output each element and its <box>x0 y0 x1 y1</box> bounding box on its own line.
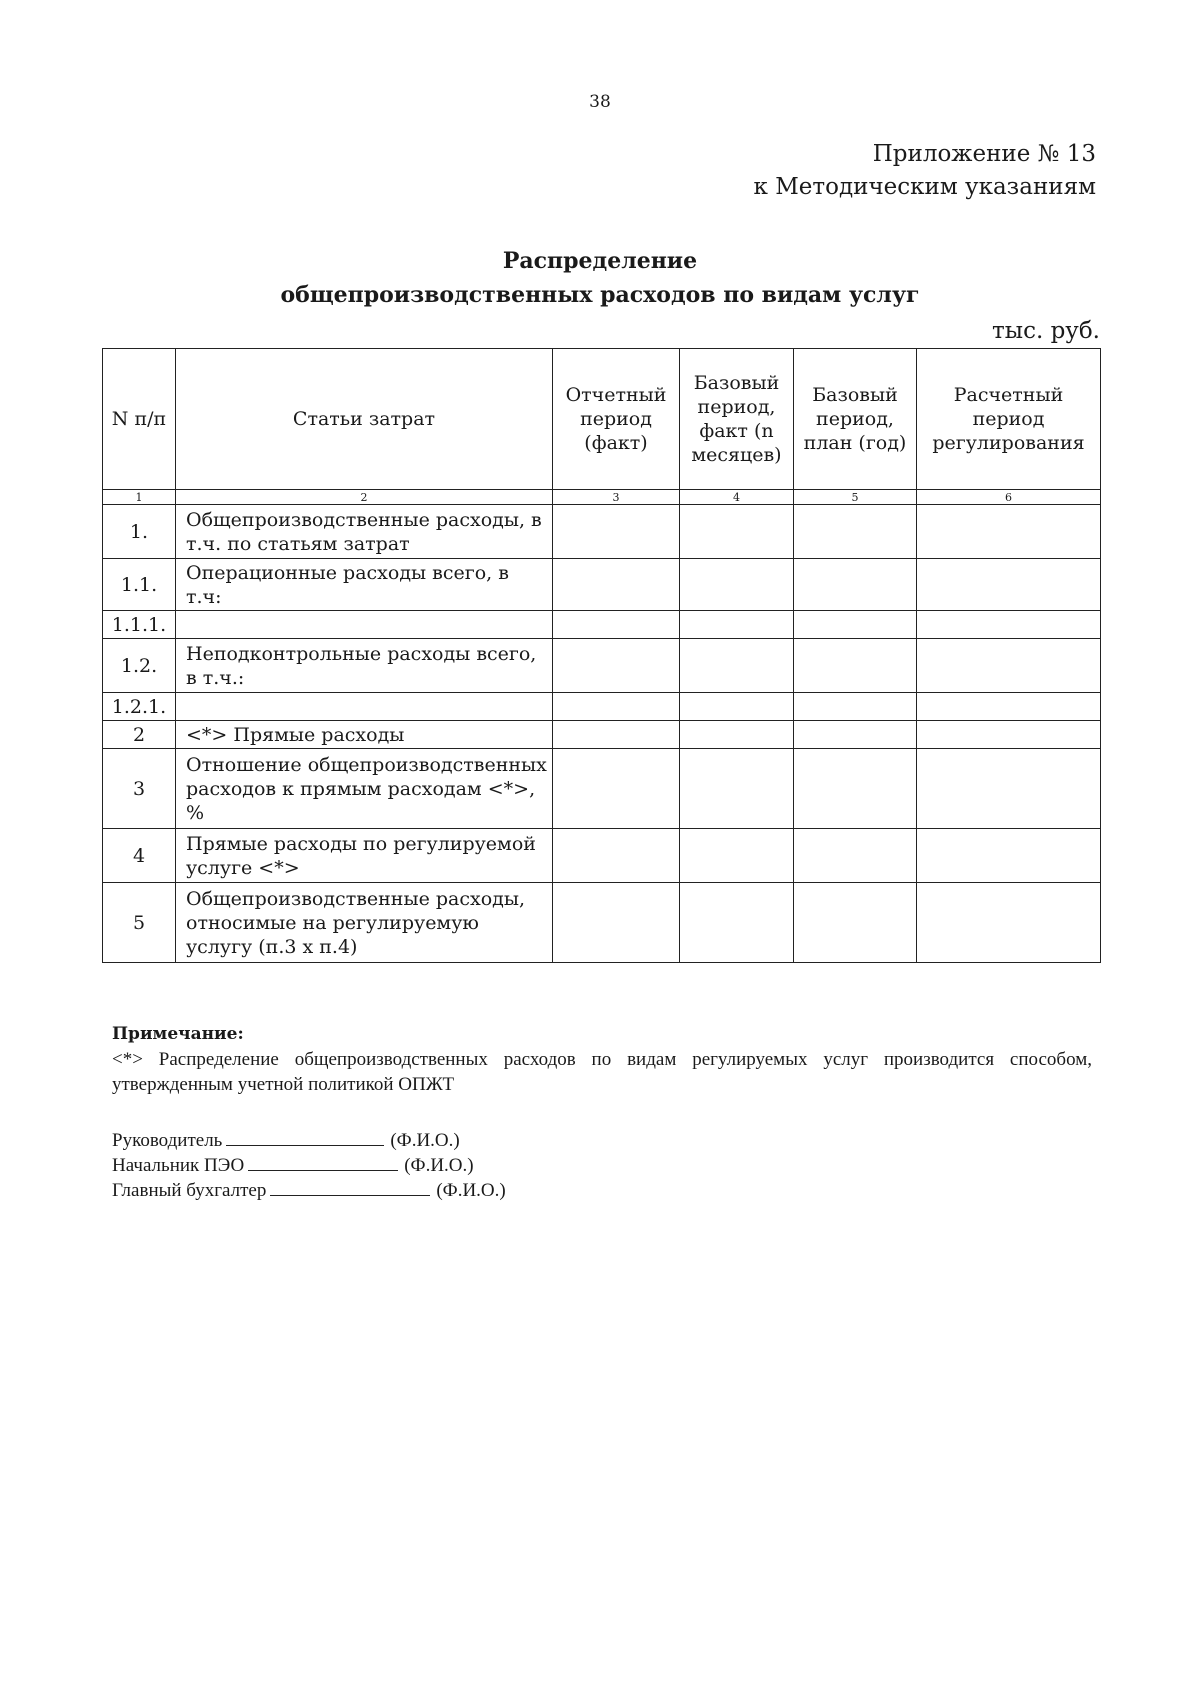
signature-line[interactable] <box>248 1153 398 1171</box>
value-cell[interactable] <box>553 693 680 721</box>
signature-block <box>112 1128 506 1203</box>
signature-line[interactable] <box>270 1178 430 1196</box>
signature-row <box>112 1178 506 1203</box>
row-number: 1.2.1. <box>103 693 176 721</box>
row-item: Отношение общепроизводственных расходов к прямым расходам <*>, % <box>176 749 553 829</box>
row-item <box>176 611 553 639</box>
signature-role: Начальник ПЭО <box>112 1155 245 1176</box>
header-item: Статьи затрат <box>176 349 553 490</box>
value-cell[interactable] <box>553 883 680 963</box>
row-item: Операционные расходы всего, в т.ч: <box>176 559 553 611</box>
value-cell[interactable] <box>794 693 917 721</box>
value-cell[interactable] <box>917 639 1101 693</box>
value-cell[interactable] <box>553 749 680 829</box>
column-number: 2 <box>176 490 553 505</box>
appendix-line-1: Приложение № 13 <box>872 141 1096 167</box>
row-item: <*> Прямые расходы <box>176 721 553 749</box>
row-number: 1.2. <box>103 639 176 693</box>
value-cell[interactable] <box>553 721 680 749</box>
value-cell[interactable] <box>553 611 680 639</box>
table-row <box>103 559 1101 611</box>
value-cell[interactable] <box>917 883 1101 963</box>
table-row <box>103 721 1101 749</box>
value-cell[interactable] <box>553 829 680 883</box>
value-cell[interactable] <box>680 749 794 829</box>
value-cell[interactable] <box>917 829 1101 883</box>
row-item <box>176 693 553 721</box>
table-row <box>103 749 1101 829</box>
units-label: тыс. руб. <box>992 318 1100 344</box>
signature-name: (Ф.И.О.) <box>390 1130 460 1151</box>
value-cell[interactable] <box>917 559 1101 611</box>
table-row <box>103 883 1101 963</box>
value-cell[interactable] <box>794 559 917 611</box>
appendix-reference <box>754 138 1096 204</box>
signature-line[interactable] <box>226 1128 384 1146</box>
value-cell[interactable] <box>680 693 794 721</box>
signature-name: (Ф.И.О.) <box>404 1155 474 1176</box>
value-cell[interactable] <box>917 749 1101 829</box>
row-item: Неподконтрольные расходы всего, в т.ч.: <box>176 639 553 693</box>
header-reported: Отчетный период (факт) <box>553 349 680 490</box>
value-cell[interactable] <box>794 611 917 639</box>
row-item: Общепроизводственные расходы, в т.ч. по статьям затрат <box>176 505 553 559</box>
header-base-fact: Базовый период, факт (n месяцев) <box>680 349 794 490</box>
document-title <box>0 244 1200 312</box>
row-number: 1. <box>103 505 176 559</box>
page-number: 38 <box>589 92 611 112</box>
value-cell[interactable] <box>917 505 1101 559</box>
row-number: 3 <box>103 749 176 829</box>
value-cell[interactable] <box>917 721 1101 749</box>
value-cell[interactable] <box>794 639 917 693</box>
header-calc: Расчетный период регулирования <box>917 349 1101 490</box>
value-cell[interactable] <box>794 883 917 963</box>
value-cell[interactable] <box>680 883 794 963</box>
signature-role: Главный бухгалтер <box>112 1180 267 1201</box>
table-header-row <box>103 349 1101 490</box>
header-num: N п/п <box>103 349 176 490</box>
column-number: 6 <box>917 490 1101 505</box>
column-number: 4 <box>680 490 794 505</box>
row-number: 5 <box>103 883 176 963</box>
value-cell[interactable] <box>680 559 794 611</box>
signature-name: (Ф.И.О.) <box>436 1180 506 1201</box>
value-cell[interactable] <box>680 505 794 559</box>
table-row <box>103 693 1101 721</box>
note-section <box>112 1022 1092 1097</box>
row-number: 1.1. <box>103 559 176 611</box>
table-row <box>103 611 1101 639</box>
column-number: 3 <box>553 490 680 505</box>
title-line-2: общепроизводственных расходов по видам услуг <box>280 282 920 308</box>
column-number: 1 <box>103 490 176 505</box>
header-base-plan: Базовый период, план (год) <box>794 349 917 490</box>
value-cell[interactable] <box>794 505 917 559</box>
row-item: Прямые расходы по регулируемой услуге <*> <box>176 829 553 883</box>
signature-role: Руководитель <box>112 1130 223 1151</box>
value-cell[interactable] <box>794 749 917 829</box>
table-row <box>103 639 1101 693</box>
signature-row <box>112 1153 506 1178</box>
table-row <box>103 829 1101 883</box>
value-cell[interactable] <box>680 829 794 883</box>
signature-row <box>112 1128 506 1153</box>
table-row <box>103 505 1101 559</box>
row-item: Общепроизводственные расходы, относимые на регулируемую услугу (п.3 х п.4) <box>176 883 553 963</box>
title-line-1: Распределение <box>502 248 698 274</box>
value-cell[interactable] <box>794 721 917 749</box>
value-cell[interactable] <box>917 611 1101 639</box>
column-number-row <box>103 490 1101 505</box>
value-cell[interactable] <box>680 721 794 749</box>
value-cell[interactable] <box>680 611 794 639</box>
note-title: Примечание: <box>112 1024 244 1044</box>
value-cell[interactable] <box>680 639 794 693</box>
value-cell[interactable] <box>794 829 917 883</box>
cost-distribution-table <box>102 348 1101 963</box>
row-number: 2 <box>103 721 176 749</box>
value-cell[interactable] <box>553 505 680 559</box>
column-number: 5 <box>794 490 917 505</box>
note-text: <*> Распределение общепроизводственных расходов по видам регулируемых услуг производится способом, утвержденным учетной политикой ОПЖТ <box>112 1049 1092 1095</box>
value-cell[interactable] <box>917 693 1101 721</box>
value-cell[interactable] <box>553 559 680 611</box>
value-cell[interactable] <box>553 639 680 693</box>
row-number: 1.1.1. <box>103 611 176 639</box>
row-number: 4 <box>103 829 176 883</box>
appendix-line-2: к Методическим указаниям <box>753 174 1096 200</box>
